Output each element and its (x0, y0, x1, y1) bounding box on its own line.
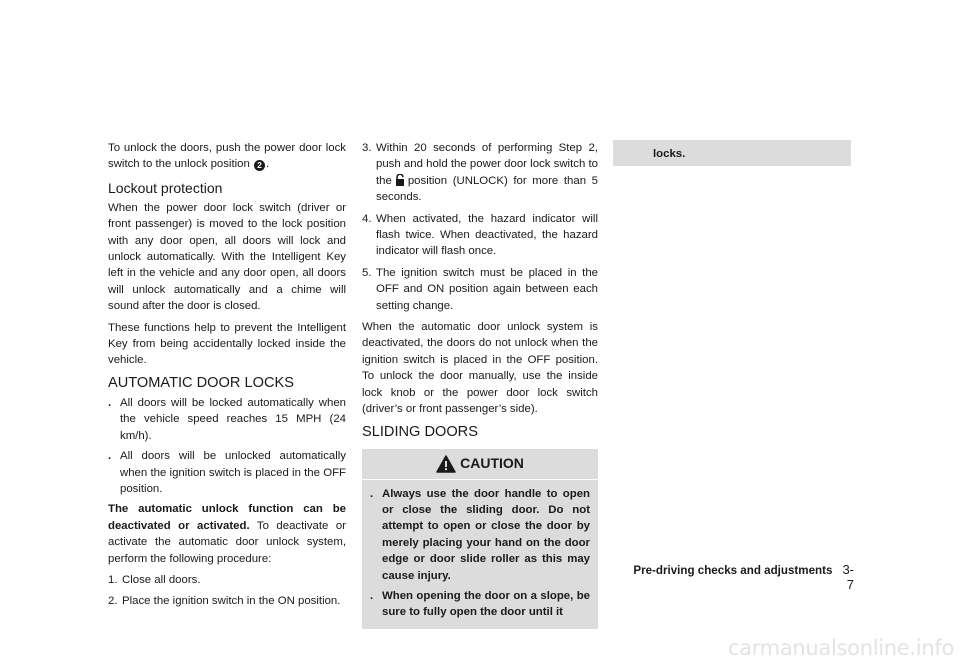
list-item (370, 486, 590, 584)
intro-end: . (266, 158, 270, 171)
bullet-icon: . (108, 450, 112, 463)
deactivate-paragraph (108, 501, 346, 567)
step-text: When activated, the hazard indicator will flash twice. When deactivated, the hazard indicator will flash once. (376, 212, 598, 258)
bullet-text: All doors will be locked automatically when the vehicle speed reaches 15 MPH (24 km/h). (120, 396, 346, 442)
bullet-icon: . (370, 589, 374, 602)
lockout-heading: Lockout protection (108, 179, 223, 196)
step-text: The ignition switch must be placed in the OFF and ON position again between each setting change. (376, 266, 598, 312)
step-item (108, 572, 346, 588)
caution-text: Always use the door handle to open or close the sliding door. Do not attempt to open or close the door by merely placing your hand on the door edge or door slide roller as this may cause injury. (382, 487, 590, 582)
list-item (108, 448, 346, 497)
page-number: 3-7 (842, 562, 854, 592)
step-text: Close all doors. (122, 573, 201, 586)
step3-text-a: Within 20 seconds of performing Step 2, push and hold the power door lock switch to the (376, 142, 598, 187)
step-number: 2. (108, 595, 118, 608)
intro-paragraph (108, 140, 346, 173)
caution-title: CAUTION (460, 455, 524, 472)
lockout-paragraph-1: When the power door lock switch (driver or front passenger) is moved to the lock position with any door open, all doors will lock and unlock automatically. With the Intelligent Key left in the vehicle and any door open, all doors will unlock automatically and a chime will sound after the door is closed. (108, 201, 346, 313)
caution-continued-text: locks. (653, 148, 686, 160)
step3-text-b: position (UNLOCK) for more than 5 seconds. (376, 174, 598, 204)
watermark: carmanualsonline.info (727, 636, 954, 660)
unlock-padlock-icon (395, 174, 405, 186)
deactivate-text: To deactivate or activate the automatic door unlock system, perform the following procedure: (108, 519, 346, 565)
step-number: 5. (362, 266, 372, 279)
caution-box (362, 449, 598, 629)
caution-body (362, 480, 598, 621)
step-number: 1. (108, 573, 118, 586)
step-item (362, 211, 598, 260)
step-item (108, 593, 346, 609)
caution-text: When opening the door on a slope, be sure to fully open the door until it (382, 589, 590, 619)
step-text: Place the ignition switch in the ON position. (122, 595, 341, 608)
callout-2-icon: 2 (254, 160, 265, 171)
column-1 (108, 140, 346, 615)
warning-triangle-icon (436, 455, 456, 473)
caution-continued (613, 140, 851, 166)
column-2 (362, 140, 598, 629)
bullet-text: All doors will be unlocked automatically when the ignition switch is placed in the OFF position. (120, 450, 346, 495)
page-footer (632, 562, 854, 592)
intro-text: To unlock the doors, push the power door lock switch to the unlock position (108, 142, 346, 171)
deactivated-paragraph: When the automatic door unlock system is deactivated, the doors do not unlock when the ignition switch is placed in the OFF position. To unlock the door manually, use the inside lock knob or the power door lock switch (driver’s or front passenger’s side). (362, 321, 598, 416)
caution-header (362, 449, 598, 480)
step-text (376, 140, 598, 206)
step-item (362, 140, 598, 206)
sliding-doors-heading: SLIDING DOORS (362, 423, 478, 440)
auto-locks-heading: AUTOMATIC DOOR LOCKS (108, 374, 294, 391)
bullet-icon: . (370, 487, 374, 500)
footer-section: Pre-driving checks and adjustments (633, 564, 833, 577)
step-number: 3. (362, 142, 372, 154)
step-item (362, 265, 598, 314)
deactivate-bold: The automatic unlock function can be deactivated or activated. (108, 503, 346, 532)
step-number: 4. (362, 212, 372, 225)
list-item (370, 588, 590, 621)
lockout-paragraph-2: These functions help to prevent the Intelligent Key from being accidentally locked inside the vehicle. (108, 321, 346, 367)
bullet-icon: . (108, 396, 112, 409)
list-item (108, 395, 346, 444)
column-3 (613, 140, 851, 166)
